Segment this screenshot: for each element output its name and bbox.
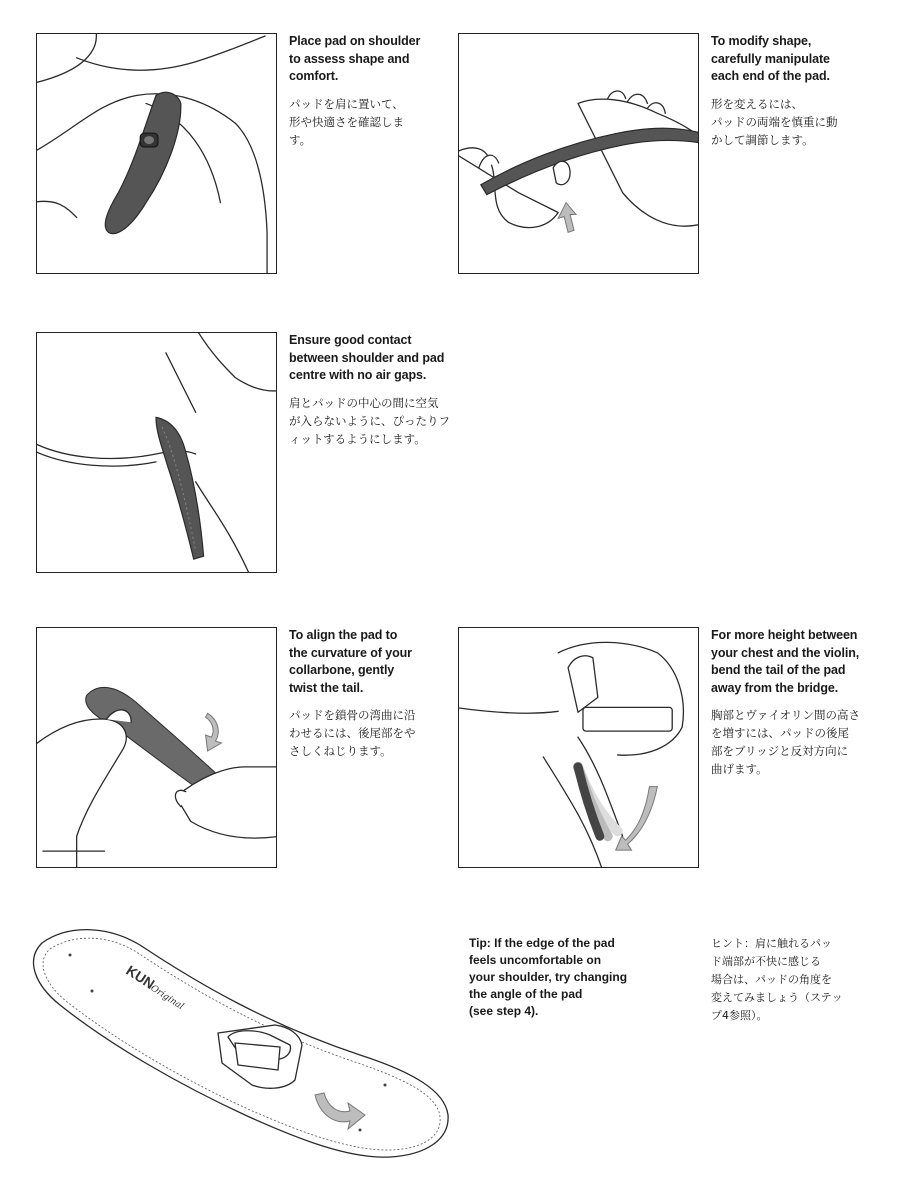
hands-bending-pad-icon	[459, 34, 698, 273]
step-3-illustration	[36, 332, 277, 573]
step-2-illustration	[458, 33, 699, 274]
pad-contact-profile-icon	[37, 333, 276, 572]
tip-illustration	[30, 925, 460, 1165]
step-1-instruction-en: Place pad on shoulder to assess shape and comfort.	[289, 34, 421, 83]
step-5-instruction-ja: 胸部とヴァイオリン間の高さ を増すには、パッドの後尾 部をブリッジと反対方向に 曲げます。	[711, 708, 861, 776]
step-5-illustration	[458, 627, 699, 868]
step-3-instruction-ja: 肩とパッドの中心の間に空気 が入らないように、ぴったりフ ィットするようにします。	[289, 395, 450, 446]
step-4-instruction-ja: パッドを鎖骨の湾曲に沿 わせるには、後尾部をや さしくねじります。	[289, 708, 416, 758]
step-1-illustration	[36, 33, 277, 274]
brand-logo-mark: KUN	[123, 962, 158, 993]
brand-logo-script: Original	[148, 983, 186, 1013]
hands-twisting-pad-icon	[37, 628, 276, 867]
step-2-instruction-ja: 形を変えるには、 パッドの両端を慎重に動 かして調節します。	[711, 96, 838, 147]
step-1-instruction-ja: パッドを肩に置いて、 形や快適さを確認しま す。	[289, 96, 404, 147]
tip-text-en: Tip: If the edge of the pad feels uncomfortable on your shoulder, try changing the angle of the pad (see step 4).	[469, 936, 628, 1018]
shoulder-pad-icon	[37, 34, 276, 273]
step-4-instruction-en: To align the pad to the curvature of your collarbone, gently twist the tail.	[289, 628, 412, 695]
step-5-instruction-en: For more height between your chest and the violin, bend the tail of the pad away from the bridge.	[711, 628, 860, 695]
pad-rotate-foot-icon	[30, 925, 460, 1165]
tip-text-ja: ヒント：肩に触れるパッ ド端部が不快に感じる 場合は、パッドの角度を 変えてみましょう（ステッ プ4参照）。	[711, 937, 843, 1022]
step-3-instruction-en: Ensure good contact between shoulder and pad centre with no air gaps.	[289, 333, 445, 382]
step-4-illustration	[36, 627, 277, 868]
step-2-instruction-en: To modify shape, carefully manipulate each end of the pad.	[711, 34, 830, 83]
violin-tail-bend-icon	[459, 628, 698, 867]
